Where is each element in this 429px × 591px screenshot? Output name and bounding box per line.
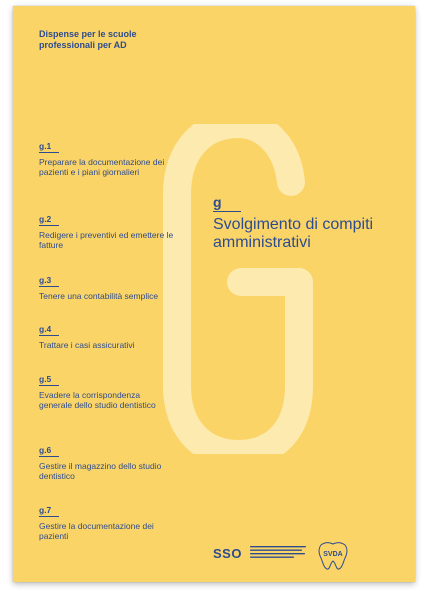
toc-item-g1[interactable] [39,136,174,177]
sso-logo: SSO [213,546,242,561]
toc-title: Redigere i preventivi ed emettere le fatture [39,230,174,250]
toc-title: Tenere una contabilità semplice [39,291,159,301]
toc-code: g.7 [39,505,59,517]
svda-logo [315,541,351,571]
sso-logo-fineprint [250,544,308,562]
toc-item-g6[interactable] [39,440,174,481]
big-letter-g [163,124,313,454]
toc-title: Gestire il magazzino dello studio dentistico [39,461,162,481]
chapter-heading [213,194,403,263]
toc-code: g.6 [39,445,59,457]
series-title: Dispense per le scuole professionali per AD [39,29,137,50]
toc-title: Trattare i casi assicurativi [39,340,135,350]
toc-code: g.5 [39,374,59,386]
toc-item-g3[interactable] [39,270,174,301]
svda-logo-text: SVDA [323,551,343,558]
toc-code: g.2 [39,214,59,226]
chapter-title: Svolgimento di compiti amministrativi [213,216,374,251]
toc-item-g4[interactable] [39,319,174,350]
document-cover [13,6,415,582]
toc-title: Evadere la corrispondenza generale dello studio dentistico [39,390,156,410]
toc-code: g.1 [39,141,59,153]
toc-title: Preparare la documentazione dei pazienti e i piani giornalieri [39,157,165,177]
toc-title: Gestire la documentazione dei pazienti [39,521,154,541]
big-letter-label: G [163,124,164,125]
toc-code: g.4 [39,324,59,336]
toc-item-g2[interactable] [39,209,174,250]
toc-item-g7[interactable] [39,500,174,541]
toc-code: g.3 [39,275,59,287]
chapter-letter: g [213,195,241,212]
toc-item-g5[interactable] [39,369,174,410]
